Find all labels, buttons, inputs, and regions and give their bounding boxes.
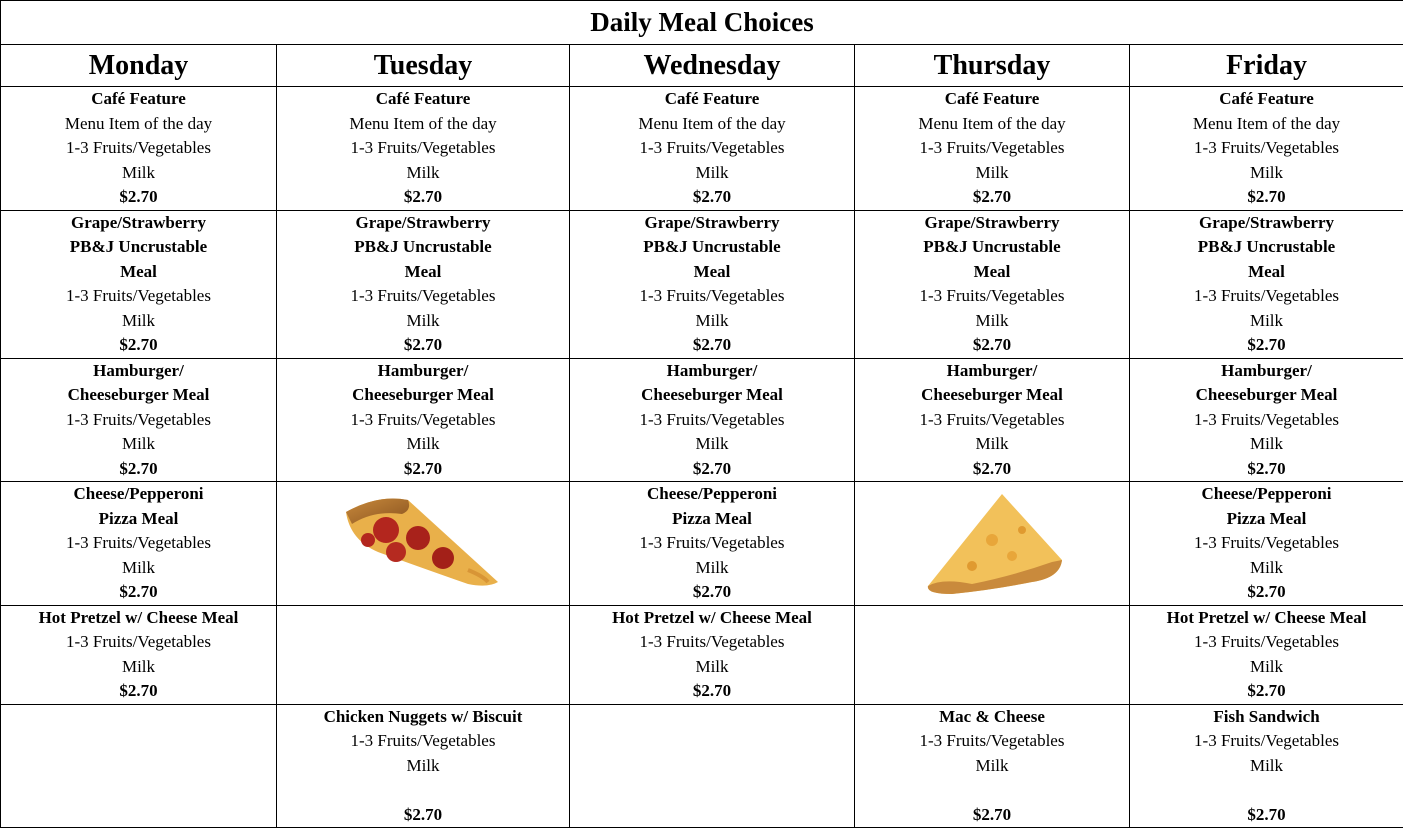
pbj-cell [1,210,277,358]
meal-name: Hot Pretzel w/ Cheese Meal [570,606,854,631]
meal-name: Hamburger/ [1,359,276,384]
price: $2.70 [1130,580,1403,605]
price: $2.70 [1130,333,1403,358]
cafe-feature-cell [570,87,855,211]
price: $2.70 [1,333,276,358]
milk-line: Milk [1130,432,1403,457]
cafe-feature-cell [855,87,1130,211]
day-header-friday: Friday [1130,45,1403,87]
pretzel-cell [570,605,855,704]
meal-name: PB&J Uncrustable [277,235,569,260]
milk-line: Milk [277,309,569,334]
burger-cell [1,358,277,482]
meal-name: Meal [277,260,569,285]
pretzel-row [1,605,1403,704]
meal-name: Cheese/Pepperoni [1,482,276,507]
meal-name: Meal [1,260,276,285]
milk-line: Milk [1,655,276,680]
milk-line: Milk [855,754,1129,779]
milk-line: Milk [1130,655,1403,680]
meal-name: Cheeseburger Meal [1,383,276,408]
cafe-feature-cell [1130,87,1403,211]
day-header-row [1,45,1403,87]
meal-name: Café Feature [570,87,854,112]
meal-name: Meal [570,260,854,285]
burger-row [1,358,1403,482]
meal-name: Café Feature [277,87,569,112]
meal-name: Hamburger/ [277,359,569,384]
meal-name: Cheeseburger Meal [277,383,569,408]
fruits-line: 1-3 Fruits/Vegetables [855,729,1129,754]
meal-name: PB&J Uncrustable [855,235,1129,260]
price: $2.70 [570,457,854,482]
fruits-line: 1-3 Fruits/Vegetables [277,284,569,309]
meal-name: Hamburger/ [855,359,1129,384]
milk-line: Milk [1,161,276,186]
specials-row [1,704,1403,828]
milk-line: Milk [1130,309,1403,334]
pizza-image-cell [277,482,570,606]
meal-name: Cheeseburger Meal [1130,383,1403,408]
price: $2.70 [855,803,1129,828]
milk-line: Milk [855,309,1129,334]
pretzel-cell [1130,605,1403,704]
fruits-line: 1-3 Fruits/Vegetables [855,136,1129,161]
page-title: Daily Meal Choices [1,1,1403,45]
meal-name: Hamburger/ [1130,359,1403,384]
milk-line: Milk [855,161,1129,186]
empty-cell [1,704,277,828]
cafe-feature-row [1,87,1403,211]
meal-name: Hot Pretzel w/ Cheese Meal [1,606,276,631]
meal-name: PB&J Uncrustable [570,235,854,260]
pizza-cell [570,482,855,606]
meal-name: Cheeseburger Meal [570,383,854,408]
price: $2.70 [570,185,854,210]
fruits-line: 1-3 Fruits/Vegetables [1130,729,1403,754]
price: $2.70 [1,580,276,605]
burger-cell [570,358,855,482]
fruits-line: 1-3 Fruits/Vegetables [277,136,569,161]
fruits-line: 1-3 Fruits/Vegetables [1,531,276,556]
meal-name: Café Feature [1,87,276,112]
meal-name: Grape/Strawberry [1130,211,1403,236]
meal-item: Menu Item of the day [1130,112,1403,137]
milk-line: Milk [1130,754,1403,779]
meal-name: Grape/Strawberry [855,211,1129,236]
milk-line: Milk [1,432,276,457]
milk-line: Milk [277,754,569,779]
fruits-line: 1-3 Fruits/Vegetables [855,408,1129,433]
chicken-nuggets-cell [277,704,570,828]
price: $2.70 [570,679,854,704]
meal-item: Menu Item of the day [1,112,276,137]
meal-name: Meal [1130,260,1403,285]
meal-name: Hamburger/ [570,359,854,384]
milk-line: Milk [570,655,854,680]
fruits-line: 1-3 Fruits/Vegetables [570,630,854,655]
fruits-line: 1-3 Fruits/Vegetables [570,531,854,556]
price: $2.70 [277,185,569,210]
meal-name: Grape/Strawberry [277,211,569,236]
pbj-cell [277,210,570,358]
milk-line: Milk [1,556,276,581]
day-header-thursday: Thursday [855,45,1130,87]
price: $2.70 [277,333,569,358]
fruits-line: 1-3 Fruits/Vegetables [277,729,569,754]
milk-line: Milk [570,309,854,334]
burger-cell [1130,358,1403,482]
price: $2.70 [855,333,1129,358]
pbj-row [1,210,1403,358]
pizza-cell [1130,482,1403,606]
cafe-feature-cell [277,87,570,211]
milk-line: Milk [1,309,276,334]
fish-sandwich-cell [1130,704,1403,828]
price: $2.70 [570,333,854,358]
price: $2.70 [1130,185,1403,210]
pizza-row [1,482,1403,606]
meal-item: Menu Item of the day [277,112,569,137]
meal-name: PB&J Uncrustable [1,235,276,260]
empty-cell [855,605,1130,704]
meal-name: Pizza Meal [1130,507,1403,532]
day-header-tuesday: Tuesday [277,45,570,87]
price: $2.70 [1,185,276,210]
cafe-feature-cell [1,87,277,211]
empty-cell [570,704,855,828]
price: $2.70 [1130,457,1403,482]
fruits-line: 1-3 Fruits/Vegetables [1130,408,1403,433]
burger-cell [855,358,1130,482]
milk-line: Milk [277,432,569,457]
fruits-line: 1-3 Fruits/Vegetables [1,408,276,433]
milk-line: Milk [855,432,1129,457]
meal-name: Cheese/Pepperoni [570,482,854,507]
mac-and-cheese-cell [855,704,1130,828]
fruits-line: 1-3 Fruits/Vegetables [1130,284,1403,309]
pizza-cell [1,482,277,606]
meal-name: Pizza Meal [1,507,276,532]
pretzel-cell [1,605,277,704]
meal-name: Cheeseburger Meal [855,383,1129,408]
price: $2.70 [277,803,569,828]
fruits-line: 1-3 Fruits/Vegetables [570,136,854,161]
meal-name: Chicken Nuggets w/ Biscuit [277,705,569,730]
fruits-line: 1-3 Fruits/Vegetables [1130,531,1403,556]
milk-line: Milk [277,161,569,186]
fruits-line: 1-3 Fruits/Vegetables [277,408,569,433]
fruits-line: 1-3 Fruits/Vegetables [570,284,854,309]
milk-line: Milk [1130,556,1403,581]
meal-name: Café Feature [1130,87,1403,112]
price: $2.70 [277,457,569,482]
empty-cell [277,605,570,704]
meal-name: Fish Sandwich [1130,705,1403,730]
meal-name: Café Feature [855,87,1129,112]
pbj-cell [855,210,1130,358]
meal-item: Menu Item of the day [570,112,854,137]
fruits-line: 1-3 Fruits/Vegetables [1130,136,1403,161]
milk-line: Milk [570,556,854,581]
fruits-line: 1-3 Fruits/Vegetables [1,136,276,161]
meal-name: Hot Pretzel w/ Cheese Meal [1130,606,1403,631]
meal-name: Grape/Strawberry [1,211,276,236]
meal-name: PB&J Uncrustable [1130,235,1403,260]
cheese-pizza-slice-image [912,490,1072,600]
price: $2.70 [1,457,276,482]
milk-line: Milk [570,161,854,186]
price: $2.70 [1130,679,1403,704]
meal-name: Grape/Strawberry [570,211,854,236]
milk-line: Milk [570,432,854,457]
milk-line: Milk [1130,161,1403,186]
price: $2.70 [570,580,854,605]
pizza-image-cell [855,482,1130,606]
price: $2.70 [855,185,1129,210]
meal-name: Pizza Meal [570,507,854,532]
fruits-line: 1-3 Fruits/Vegetables [1,284,276,309]
fruits-line: 1-3 Fruits/Vegetables [855,284,1129,309]
day-header-wednesday: Wednesday [570,45,855,87]
meal-name: Cheese/Pepperoni [1130,482,1403,507]
pbj-cell [570,210,855,358]
pepperoni-pizza-slice-image [338,490,508,590]
price: $2.70 [855,457,1129,482]
meal-name: Meal [855,260,1129,285]
price: $2.70 [1,679,276,704]
fruits-line: 1-3 Fruits/Vegetables [1130,630,1403,655]
day-header-monday: Monday [1,45,277,87]
price: $2.70 [1130,803,1403,828]
fruits-line: 1-3 Fruits/Vegetables [1,630,276,655]
pbj-cell [1130,210,1403,358]
meal-name: Mac & Cheese [855,705,1129,730]
meal-item: Menu Item of the day [855,112,1129,137]
burger-cell [277,358,570,482]
fruits-line: 1-3 Fruits/Vegetables [570,408,854,433]
